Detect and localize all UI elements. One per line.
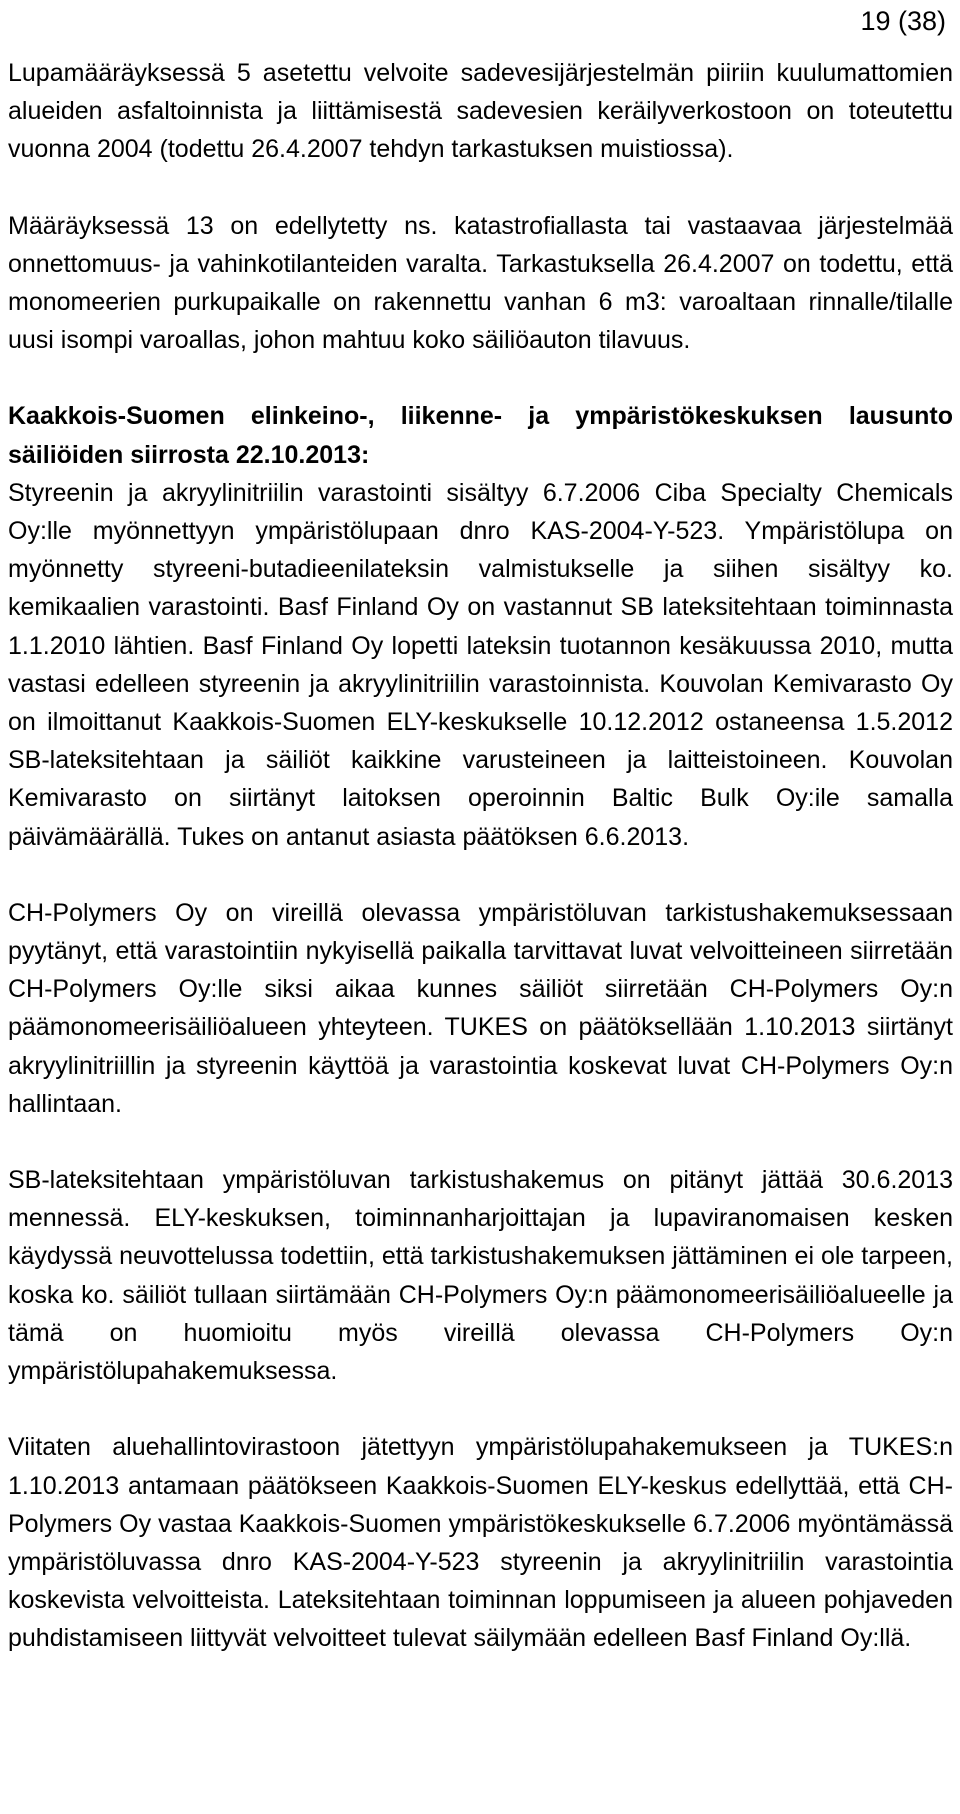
document-body	[8, 54, 953, 1658]
paragraph-gap	[8, 169, 953, 207]
paragraph-1: Lupamääräyksessä 5 asetettu velvoite sadevesijärjestelmän piiriin kuulumattomien alueiden asfaltoinnista ja liittämisestä sadevesien keräilyverkostoon on toteutettu vuonna 2004 (todettu 26.4.2007 tehdyn tarkastuksen muistiossa).	[8, 59, 953, 164]
paragraph-gap	[8, 359, 953, 397]
paragraph-gap	[8, 1390, 953, 1428]
paragraph-6: Viitaten aluehallintovirastoon jätettyyn ympäristölupahakemukseen ja TUKES:n 1.10.2013 antamaan päätökseen Kaakkois-Suomen ELY-keskus edellyttää, että CH-Polymers Oy vastaa Kaakkois-Suomen ympäristökeskukselle 6.7.2006 myöntämässä ympäristöluvassa dnro KAS-2004-Y-523 styreenin ja akryylinitriilin varastointia koskevista velvoitteista. Lateksitehtaan toiminnan loppumiseen ja alueen pohjaveden puhdistamiseen liittyvät velvoitteet tulevat säilymään edelleen Basf Finland Oy:llä.	[8, 1433, 953, 1653]
paragraph-4: CH-Polymers Oy on vireillä olevassa ympäristöluvan tarkistushakemuksessaan pyytänyt, että varastointiin nykyisellä paikalla tarvittavat luvat velvoitteineen siirretään CH-Polymers Oy:lle siksi aikaa kunnes säiliöt siirretään CH-Polymers Oy:n päämonomeerisäiliöalueen yhteyteen. TUKES on päätöksellään 1.10.2013 siirtänyt akryylinitriillin ja styreenin käyttöä ja varastointia koskevat luvat CH-Polymers Oy:n hallintaan.	[8, 898, 953, 1118]
page-number: 19 (38)	[860, 6, 946, 36]
paragraph-gap	[8, 856, 953, 894]
paragraph-3: Styreenin ja akryylinitriilin varastointi sisältyy 6.7.2006 Ciba Specialty Chemicals Oy:lle myönnettyyn ympäristölupaan dnro KAS-2004-Y-523. Ympäristölupa on myönnetty styreeni-butadieenilateksin valmistukselle ja siihen sisältyy ko. kemikaalien varastointi. Basf Finland Oy on vastannut SB lateksitehtaan toiminnasta 1.1.2010 lähtien. Basf Finland Oy lopetti lateksin tuotannon kesäkuussa 2010, mutta vastasi edelleen styreenin ja akryylinitriilin varastoinnista. Kouvolan Kemivarasto Oy on ilmoittanut Kaakkois-Suomen ELY-keskukselle 10.12.2012 ostaneensa 1.5.2012 SB-lateksitehtaan ja säiliöt kaikkine varusteineen ja laitteistoineen. Kouvolan Kemivarasto on siirtänyt laitoksen operoinnin Baltic Bulk Oy:ile samalla päivämäärällä. Tukes on antanut asiasta päätöksen 6.6.2013.	[8, 478, 953, 851]
paragraph-gap	[8, 1123, 953, 1161]
section-heading: Kaakkois-Suomen elinkeino-, liikenne- ja ympäristökeskuksen lausunto säiliöiden siirrosta 22.10.2013:	[8, 402, 953, 469]
paragraph-2: Määräyksessä 13 on edellytetty ns. katastrofiallasta tai vastaavaa järjestelmää onnettomuus- ja vahinkotilanteiden varalta. Tarkastuksella 26.4.2007 on todettu, että monomeerien purkupaikalle on rakennettu vanhan 6 m3: varoaltaan rinnalle/tilalle uusi isompi varoallas, johon mahtuu koko säiliöauton tilavuus.	[8, 211, 953, 355]
paragraph-5: SB-lateksitehtaan ympäristöluvan tarkistushakemus on pitänyt jättää 30.6.2013 mennessä. ELY-keskuksen, toiminnanharjoittajan ja lupaviranomaisen kesken käydyssä neuvottelussa todettiin, että tarkistushakemuksen jättäminen ei ole tarpeen, koska ko. säiliöt tullaan siirtämään CH-Polymers Oy:n päämonomeerisäiliöalueelle ja tämä on huomioitu myös vireillä olevassa CH-Polymers Oy:n ympäristölupahakemuksessa.	[8, 1166, 953, 1386]
